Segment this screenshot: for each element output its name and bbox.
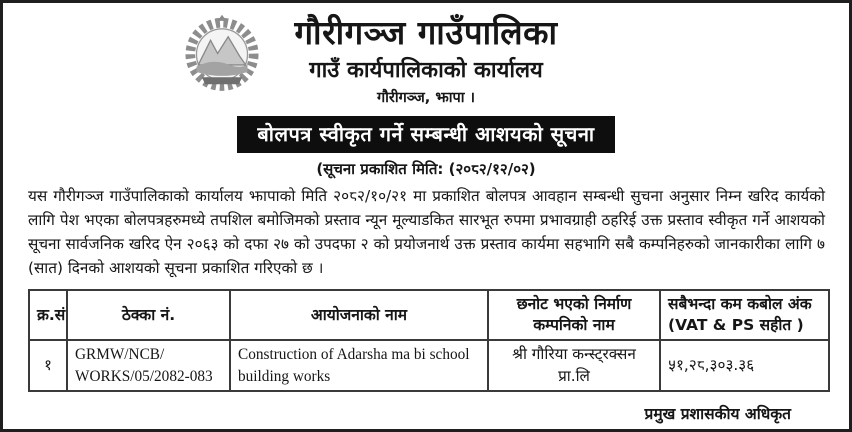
cell-selected-company: श्री गौरिया कन्स्ट्रक्सन प्रा.लि xyxy=(488,340,660,391)
municipality-title: गौरीगञ्ज गाउँपालिका xyxy=(294,13,558,52)
col-header-serial-no: क्र.सं xyxy=(29,290,67,340)
published-date-line: (सूचना प्रकाशित मिति: (२०८२/१२/०२) xyxy=(316,159,536,178)
banner-row xyxy=(3,116,849,153)
office-subtitle: गाउँ कार्यपालिकाको कार्यालय xyxy=(309,57,543,83)
cell-project-name: Construction of Adarsha ma bi school building works xyxy=(230,340,488,391)
signature-title: प्रमुख प्रशासकीय अधिकृत xyxy=(644,405,791,424)
location-line: गौरीगञ्ज, झापा । xyxy=(376,89,476,106)
cell-contract-no: GRMW/NCB/ WORKS/05/2082-083 xyxy=(67,340,230,391)
cell-serial-no: १ xyxy=(29,340,67,391)
col-header-selected-company: छनोट भएको निर्माण कम्पनिको नाम xyxy=(488,290,660,340)
bid-summary-table xyxy=(28,289,830,392)
notice-title-banner: बोलपत्र स्वीकृत गर्ने सम्बन्धी आशयको सूचना xyxy=(237,116,614,153)
emblem-graphic xyxy=(177,13,267,101)
nepal-government-emblem-icon xyxy=(177,13,267,101)
col-header-project-name: आयोजनाको नाम xyxy=(230,290,488,340)
table-row xyxy=(29,340,829,391)
cell-lowest-bid: ५१,२८,३०३.३६ xyxy=(660,340,829,391)
col-header-contract-no: ठेक्का नं. xyxy=(67,290,230,340)
document-header xyxy=(3,3,849,107)
col-header-lowest-bid: सबैभन्दा कम कबोल अंक (VAT & PS सहीत ) xyxy=(660,290,829,340)
notice-body-paragraph: यस गौरीगञ्ज गाउँपालिकाको कार्यालय झापाको मिति २०८२/१०/२१ मा प्रकाशित बोलपत्र आवहान सम्बन्धी सुचना अनुसार निम्न खरिद कार्यको लागि पेश भएका बोलपत्रहरुमध्ये तपशिल बमोजिमको प्रस्ताव न्यून मूल्याडकित सारभूत रुपमा प्रभावग्राही ठहरिई उक्त प्रस्ताव स्वीकृत गर्ने आशयको सूचना सार्वजनिक खरिद ऐन २०६३ को दफा २७ को उपदफा २ को प्रयोजनार्थ उक्त प्रस्ताव कार्यमा सहभागि सबै कम्पनिहरुको जानकारीका लागि ७ (सात) दिनको आशयको सूचना प्रकाशित गरिएको छ । xyxy=(28,186,825,277)
table-header-row xyxy=(29,290,829,340)
